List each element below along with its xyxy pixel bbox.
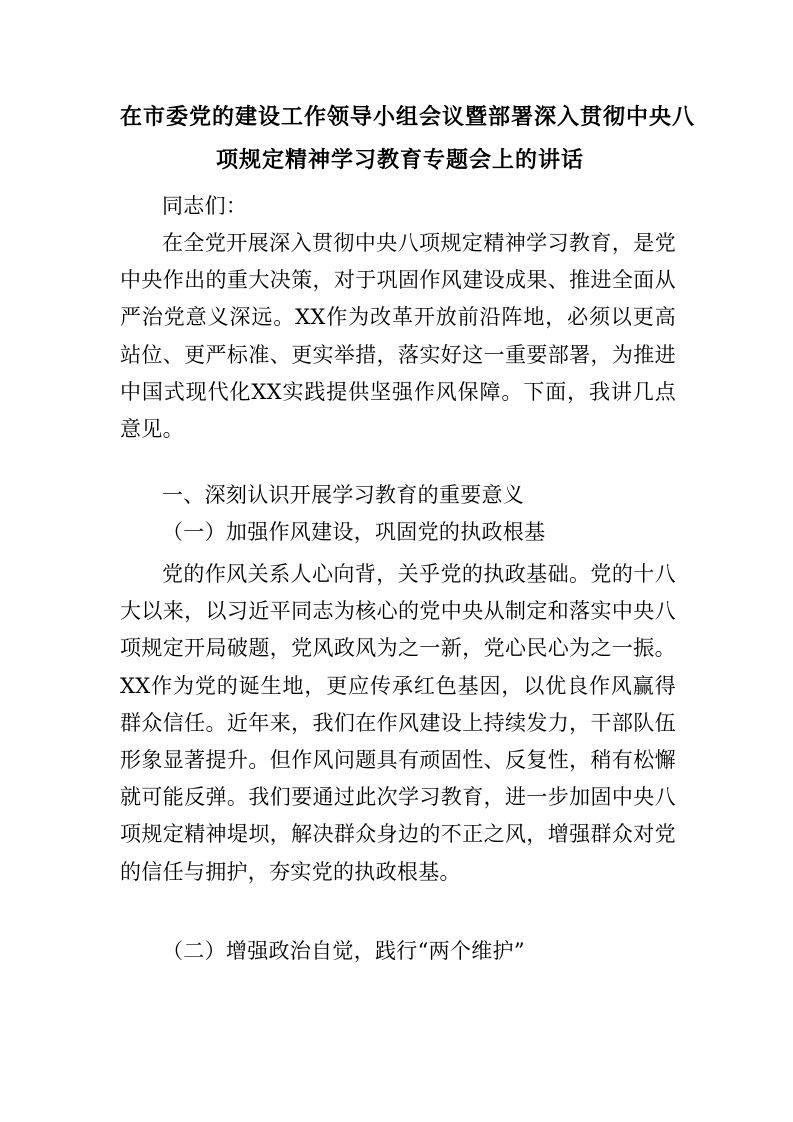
subsection-heading-2: （二）增强政治自觉，践行“两个维护” bbox=[162, 939, 525, 963]
subsection-heading-1: （一）加强作风建设，巩固党的执政根基 bbox=[162, 520, 546, 544]
intro-paragraph: 在全党开展深入贯彻中央八项规定精神学习教育，是党中央作出的重大决策，对于巩固作风建设成果、推进全面从严治党意义深远。XX作为改革开放前沿阵地，必须以更高站位、更严标准、更实举措，落实好这一重要部署，为推进中国式现代化XX实践提供坚强作风保障。下面，我讲几点意见。 bbox=[120, 231, 676, 442]
section-heading-1: 一、深刻认识开展学习教育的重要意义 bbox=[162, 483, 525, 507]
document-title-line-1: 在市委党的建设工作领导小组会议暨部署深入贯彻中央八 bbox=[120, 104, 696, 130]
salutation: 同志们： bbox=[162, 194, 248, 218]
document-title-line-2: 项规定精神学习教育专题会上的讲话 bbox=[215, 147, 584, 173]
subsection-1-paragraph: 党的作风关系人心向背，关乎党的执政基础。党的十八大以来，以习近平同志为核心的党中央从制定和落实中央八项规定开局破题，党风政风为之一新，党心民心为之一振。XX作为党的诞生地，更应传承红色基因，以优良作风赢得群众信任。近年来，我们在作风建设上持续发力，干部队伍形象显著提升。但作风问题具有顽固性、反复性，稍有松懈就可能反弹。我们要通过此次学习教育，进一步加固中央八项规定精神堤坝，解决群众身边的不正之风，增强群众对党的信任与拥护，夯实党的执政根基。 bbox=[120, 562, 676, 884]
